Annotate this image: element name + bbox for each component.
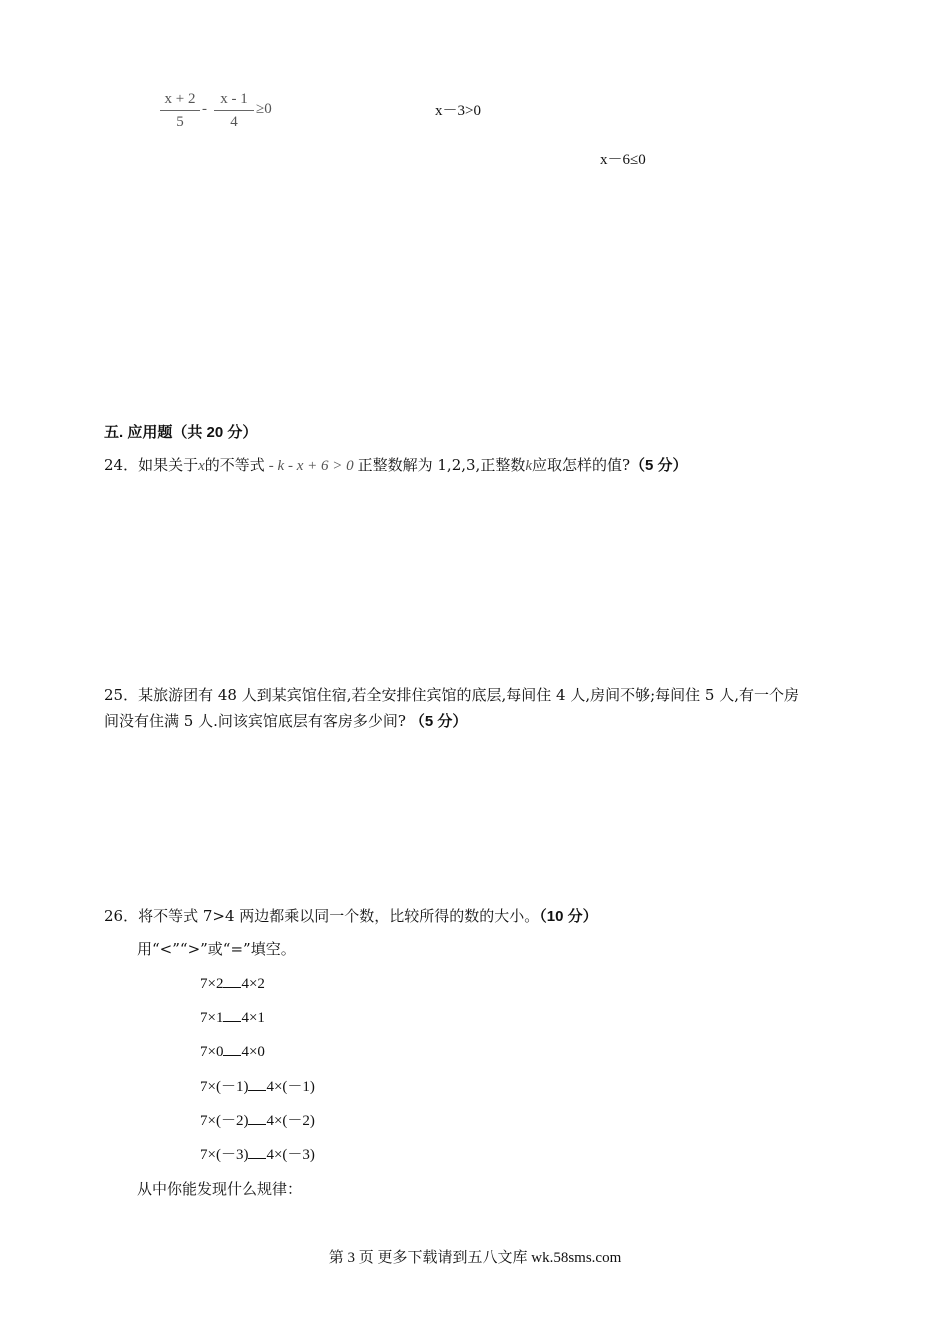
question-25-line-2 — [104, 710, 467, 731]
comparison-row — [200, 1041, 265, 1061]
comparison-row — [200, 1007, 265, 1027]
comparison-right: 4×2 — [241, 976, 265, 992]
inequality-x-minus-6: x－6≤0 — [600, 152, 646, 168]
question-number: 25． — [104, 686, 139, 704]
fraction-bar — [160, 110, 200, 111]
comparison-left: 7×2 — [200, 976, 224, 992]
comparison-right: 4×(－3) — [266, 1147, 315, 1163]
comparison-left: 7×1 — [200, 1010, 224, 1026]
question-26 — [104, 905, 598, 926]
question-number: 24． — [104, 456, 139, 474]
fraction-denominator: 4 — [230, 114, 238, 130]
inequality-expression: - k - x + 6 > 0 — [268, 458, 354, 474]
question-text: 如果关于 — [138, 456, 199, 474]
page-footer: 第 3 页 更多下载请到五八文库 wk.58sms.com — [328, 1250, 622, 1266]
conclusion-prompt: 从中你能发现什么规律： — [137, 1180, 303, 1198]
answer-blank[interactable] — [248, 1076, 266, 1091]
question-25-line-1 — [104, 684, 799, 705]
answer-blank[interactable] — [223, 1007, 241, 1022]
minus-sign: - — [202, 101, 207, 117]
question-text: 某旅游团有 48 人到某宾馆住宿,若全安排住宾馆的底层,每间住 4 人,房间不够;每间住 5 人,有一个房 — [138, 686, 800, 704]
fraction-x-plus-2-over-5 — [160, 91, 200, 131]
answer-blank[interactable] — [223, 973, 241, 988]
question-number: 26． — [104, 907, 139, 925]
comparison-row — [200, 973, 265, 993]
comparison-right: 4×(－1) — [266, 1079, 315, 1095]
comparison-left: 7×(－2) — [200, 1113, 249, 1129]
comparison-left: 7×(－1) — [200, 1079, 249, 1095]
question-score: （10 分） — [539, 908, 598, 925]
comparison-row — [200, 1075, 315, 1096]
comparison-right: 4×1 — [241, 1010, 265, 1026]
section-title: 五. 应用题（共 20 分） — [104, 424, 258, 441]
fraction-numerator: x - 1 — [220, 91, 248, 107]
variable-x: x — [198, 458, 205, 474]
question-score: （5 分） — [630, 457, 688, 474]
comparison-row — [200, 1143, 315, 1164]
comparison-row — [200, 1109, 315, 1130]
comparison-right: 4×(－2) — [266, 1113, 315, 1129]
question-text: 应取怎样的值? — [532, 456, 631, 474]
question-text: 正整数解为 1,2,3,正整数 — [357, 456, 526, 474]
geq-zero: ≥0 — [256, 101, 272, 117]
question-text: 将不等式 7>4 两边都乘以同一个数，比较所得的数的大小。 — [138, 907, 540, 925]
fraction-denominator: 5 — [176, 114, 184, 130]
variable-k: k — [525, 458, 532, 474]
answer-blank[interactable] — [248, 1110, 266, 1125]
fraction-numerator: x + 2 — [164, 91, 196, 107]
question-score: （5 分） — [409, 713, 468, 730]
question-text: 的不等式 — [204, 456, 265, 474]
question-24 — [104, 454, 688, 475]
comparison-left: 7×0 — [200, 1044, 224, 1060]
comparison-right: 4×0 — [241, 1044, 265, 1060]
answer-blank[interactable] — [223, 1041, 241, 1056]
answer-blank[interactable] — [248, 1144, 266, 1159]
fraction-bar — [214, 110, 254, 111]
inequality-x-minus-3: x－3>0 — [435, 103, 481, 119]
comparison-left: 7×(－3) — [200, 1147, 249, 1163]
question-text: 间没有住满 5 人.问该宾馆底层有客房多少间? — [104, 712, 406, 730]
fraction-x-minus-1-over-4 — [214, 91, 254, 131]
fill-instruction: 用“<”“>”或“=”填空。 — [137, 940, 296, 958]
